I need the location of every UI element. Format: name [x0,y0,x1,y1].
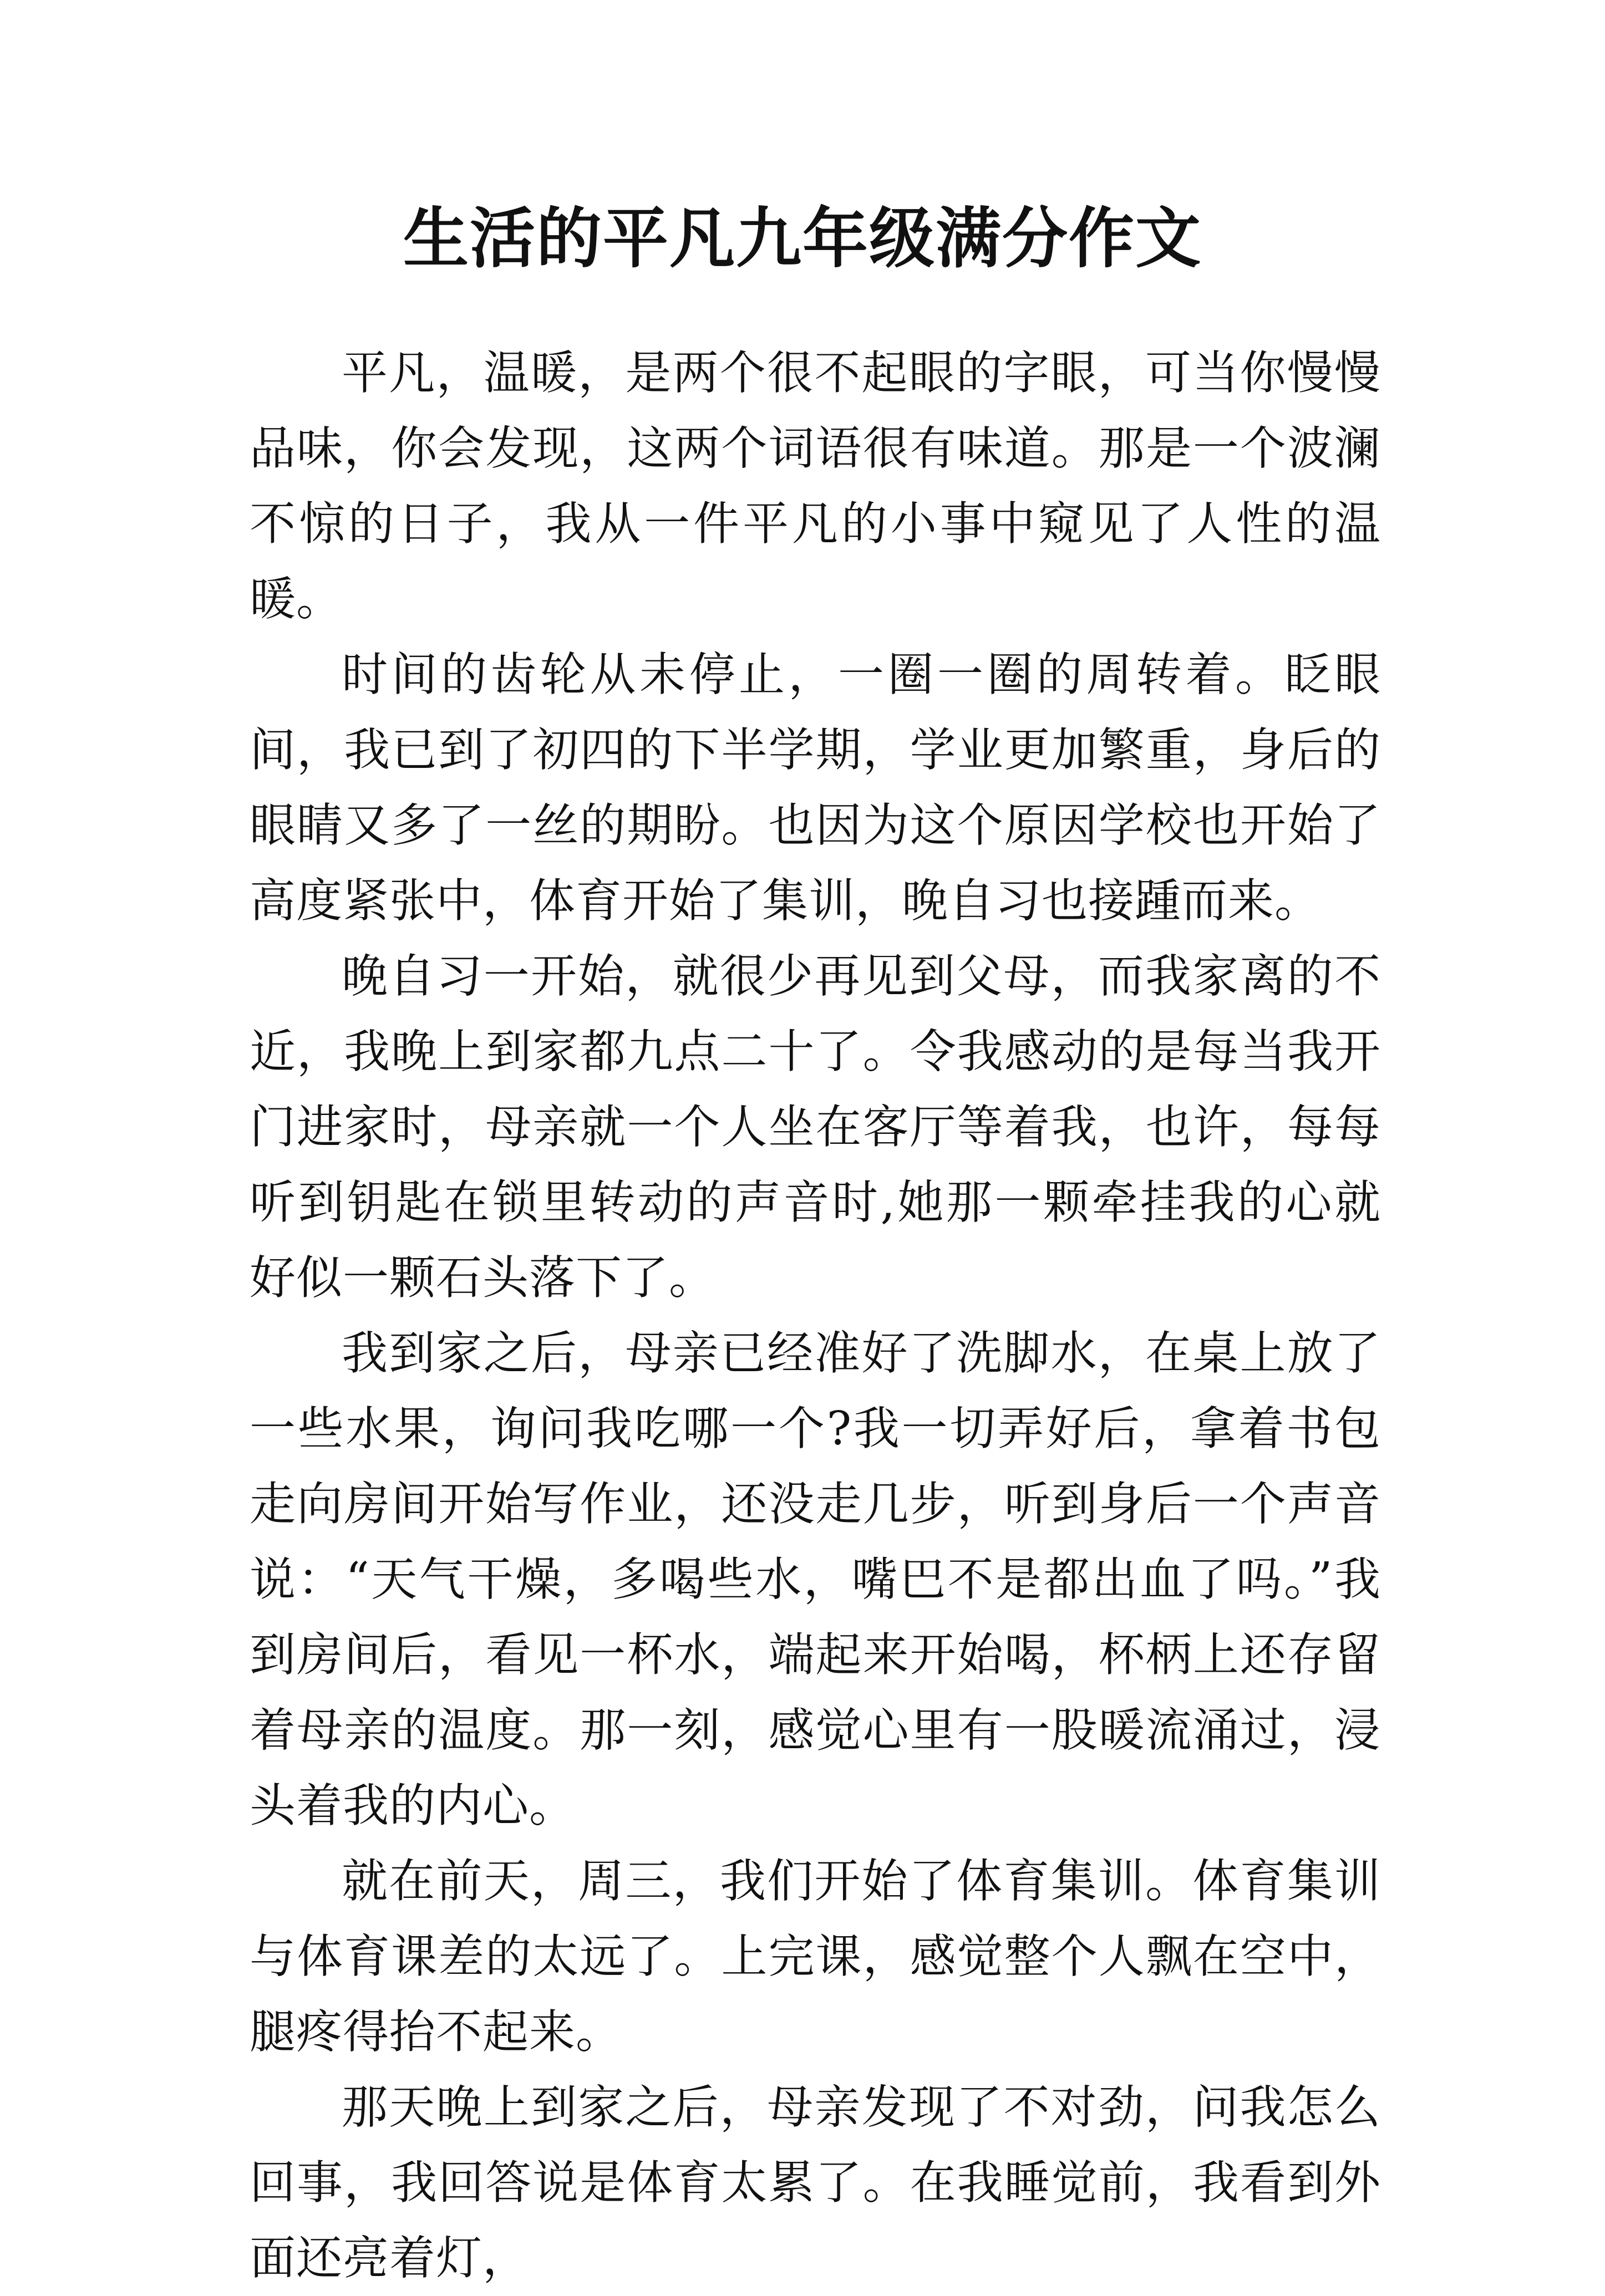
paragraph-6: 那天晚上到家之后，母亲发现了不对劲，问我怎么回事，我回答说是体育太累了。在我睡觉前，我看到外面还亮着灯， [250,2080,1381,2285]
document-body [250,335,1381,2296]
paragraph-3: 晚自习一开始，就很少再见到父母，而我家离的不近，我晚上到家都九点二十了。令我感动的是每当我开门进家时，母亲就一个人坐在客厅等着我，也许，每每听到钥匙在锁里转动的声音时,她那一颗牵挂我的心就好似一颗石头落下了。 [250,949,1381,1305]
paragraph-1: 平凡，温暖，是两个很不起眼的字眼，可当你慢慢品味，你会发现，这两个词语很有味道。那是一个波澜不惊的日子，我从一件平凡的小事中窥见了人性的温暖。 [250,346,1381,626]
document-title: 生活的平凡九年级满分作文 [403,200,1202,277]
paragraph-4: 我到家之后，母亲已经准好了洗脚水，在桌上放了一些水果，询问我吃哪一个?我一切弄好后，拿着书包走向房间开始写作业，还没走几步，听到身后一个声音说：“天气干燥，多喝些水，嘴巴不是都出血了吗。”我到房间后，看见一杯水，端起来开始喝，杯柄上还存留着母亲的温度。那一刻，感觉心里有一股暖流涌过，浸头着我的内心。 [250,1326,1381,1832]
paragraph-5: 就在前天，周三，我们开始了体育集训。体育集训与体育课差的太远了。上完课，感觉整个人飘在空中，腿疼得抬不起来。 [250,1854,1381,2059]
paragraph-2: 时间的齿轮从未停止，一圈一圈的周转着。眨眼间，我已到了初四的下半学期，学业更加繁重，身后的眼睛又多了一丝的期盼。也因为这个原因学校也开始了高度紧张中，体育开始了集训，晚自习也接踵而来。 [250,648,1381,928]
